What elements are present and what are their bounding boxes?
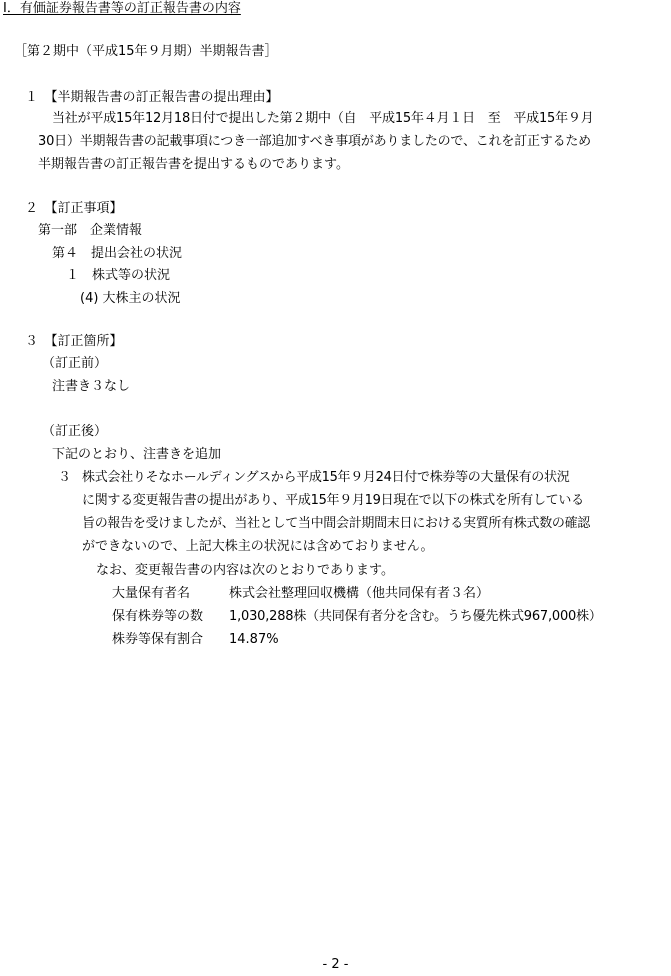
holding-label: 株券等保有割合: [112, 632, 204, 647]
note-line-3: 旨の報告を受けましたが、当社として当中間会計期間末日における実質所有株式数の確認: [82, 516, 591, 531]
item2-part: 第一部 企業情報: [38, 223, 143, 238]
item1-line-3: 半期報告書の訂正報告書を提出するものであります。: [38, 157, 349, 172]
item1-line-2: 30日）半期報告書の記載事項につき一部追加すべき事項がありましたので、これを訂正するため: [38, 134, 591, 149]
note-continuation: なお、変更報告書の内容は次のとおりであります。: [96, 563, 394, 578]
holding-value: 1,030,288株（共同保有者分を含む。うち優先株式967,000株）: [229, 609, 602, 624]
note-line-1: 株式会社りそなホールディングスから平成15年９月24日付で株券等の大量保有の状況: [82, 470, 570, 485]
item3-heading: ３ 【訂正箇所】: [25, 334, 123, 349]
holding-value: 14.87%: [229, 632, 279, 647]
note-line-4: ができないので、上記大株主の状況には含めておりません。: [82, 539, 434, 554]
note-number: ３: [58, 470, 72, 485]
holding-label: 保有株券等の数: [112, 609, 204, 624]
item2-section: １ 株式等の状況: [66, 268, 171, 283]
item2-subsection: (4) 大株主の状況: [80, 291, 181, 306]
item2-chapter: 第４ 提出会社の状況: [52, 246, 183, 261]
after-intro: 下記のとおり、注書きを追加: [52, 447, 222, 462]
item1-heading: １ 【半期報告書の訂正報告書の提出理由】: [25, 90, 279, 105]
report-heading: ［第２期中（平成15年９月期）半期報告書］: [14, 44, 278, 59]
holding-value: 株式会社整理回収機構（他共同保有者３名）: [229, 586, 490, 601]
page-number: - 2 -: [322, 957, 349, 972]
note-line-2: に関する変更報告書の提出があり、平成15年９月19日現在で以下の株式を所有している: [82, 493, 584, 508]
before-label: （訂正前）: [42, 356, 108, 371]
item1-line-1: 当社が平成15年12月18日付で提出した第２期中（自 平成15年４月１日 至 平成15年９月: [52, 111, 594, 126]
item2-heading: ２ 【訂正事項】: [25, 201, 123, 216]
section-title: Ⅰ．有価証券報告書等の訂正報告書の内容: [3, 1, 241, 16]
before-text: 注書き３なし: [52, 379, 131, 394]
holding-label: 大量保有者名: [112, 586, 191, 601]
after-label: （訂正後）: [42, 424, 108, 439]
